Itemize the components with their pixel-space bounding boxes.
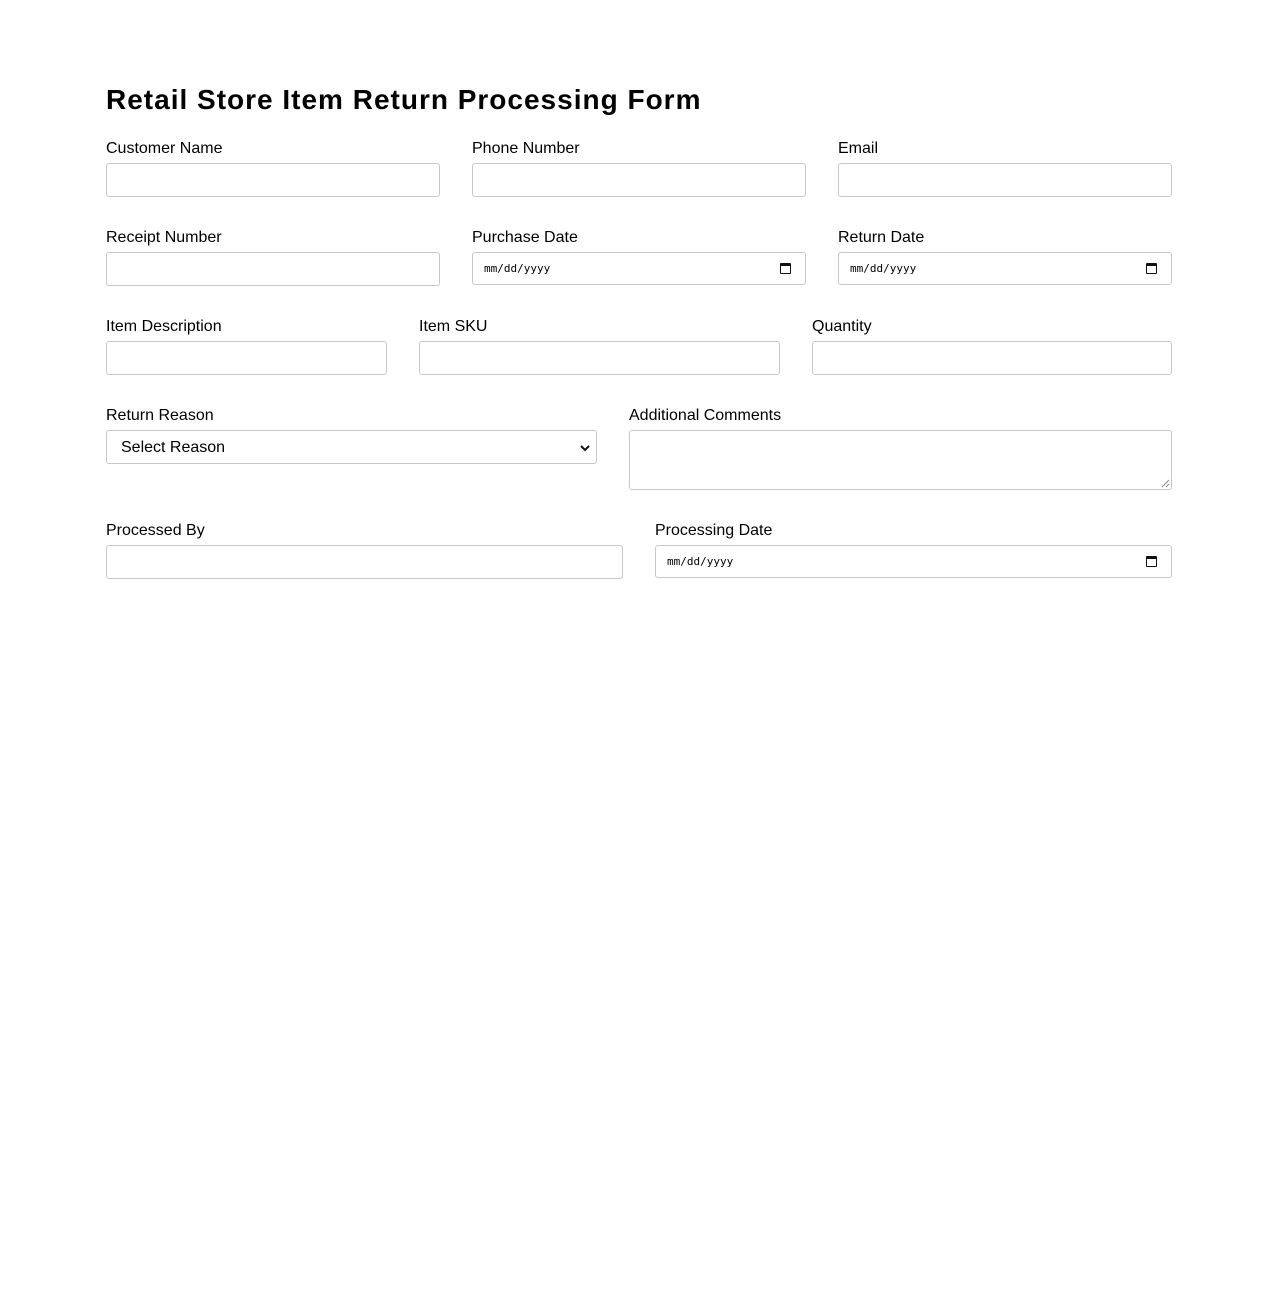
processed-by-input[interactable] <box>106 545 623 579</box>
calendar-icon[interactable] <box>1146 263 1157 274</box>
additional-comments-label: Additional Comments <box>629 407 782 424</box>
additional-comments-group <box>629 407 1172 425</box>
page-title: Retail Store Item Return Processing Form <box>106 84 702 115</box>
processed-by-label: Processed By <box>106 522 205 539</box>
chevron-down-icon <box>579 442 591 454</box>
email-group <box>838 140 1172 158</box>
return-reason-select[interactable] <box>106 430 597 464</box>
calendar-icon[interactable] <box>780 263 791 274</box>
return-reason-label: Return Reason <box>106 407 214 424</box>
customer-name-label: Customer Name <box>106 140 223 157</box>
item-sku-input[interactable] <box>419 341 780 375</box>
item-sku-label: Item SKU <box>419 318 488 335</box>
processing-date-group <box>655 522 1172 568</box>
additional-comments-textarea[interactable] <box>629 430 1172 490</box>
purchase-date-input[interactable] <box>472 252 806 285</box>
return-date-input[interactable] <box>838 252 1172 285</box>
return-date-label: Return Date <box>838 229 925 246</box>
purchase-date-group <box>472 229 806 275</box>
calendar-icon[interactable] <box>1146 556 1157 567</box>
return-reason-selected: Select Reason <box>121 439 226 456</box>
phone-number-label: Phone Number <box>472 140 580 157</box>
purchase-date-placeholder: mm/dd/yyyy <box>484 262 551 275</box>
receipt-number-input[interactable] <box>106 252 440 286</box>
return-form <box>106 84 1172 568</box>
processing-date-label: Processing Date <box>655 522 773 539</box>
return-date-group <box>838 229 1172 275</box>
receipt-number-label: Receipt Number <box>106 229 222 246</box>
processed-by-group <box>106 522 623 540</box>
quantity-input[interactable] <box>812 341 1172 375</box>
email-input[interactable] <box>838 163 1172 197</box>
return-date-placeholder: mm/dd/yyyy <box>850 262 917 275</box>
item-sku-group <box>419 318 780 336</box>
customer-name-group <box>106 140 440 158</box>
customer-name-input[interactable] <box>106 163 440 197</box>
purchase-date-label: Purchase Date <box>472 229 578 246</box>
processing-date-input[interactable] <box>655 545 1172 578</box>
item-description-input[interactable] <box>106 341 387 375</box>
item-description-group <box>106 318 387 336</box>
return-reason-group <box>106 407 597 456</box>
phone-number-group <box>472 140 806 158</box>
quantity-group <box>812 318 1172 336</box>
item-description-label: Item Description <box>106 318 222 335</box>
receipt-number-group <box>106 229 440 247</box>
quantity-label: Quantity <box>812 318 872 335</box>
email-label: Email <box>838 140 879 157</box>
phone-number-input[interactable] <box>472 163 806 197</box>
resize-grip-icon[interactable] <box>1161 479 1170 488</box>
processing-date-placeholder: mm/dd/yyyy <box>667 555 734 568</box>
